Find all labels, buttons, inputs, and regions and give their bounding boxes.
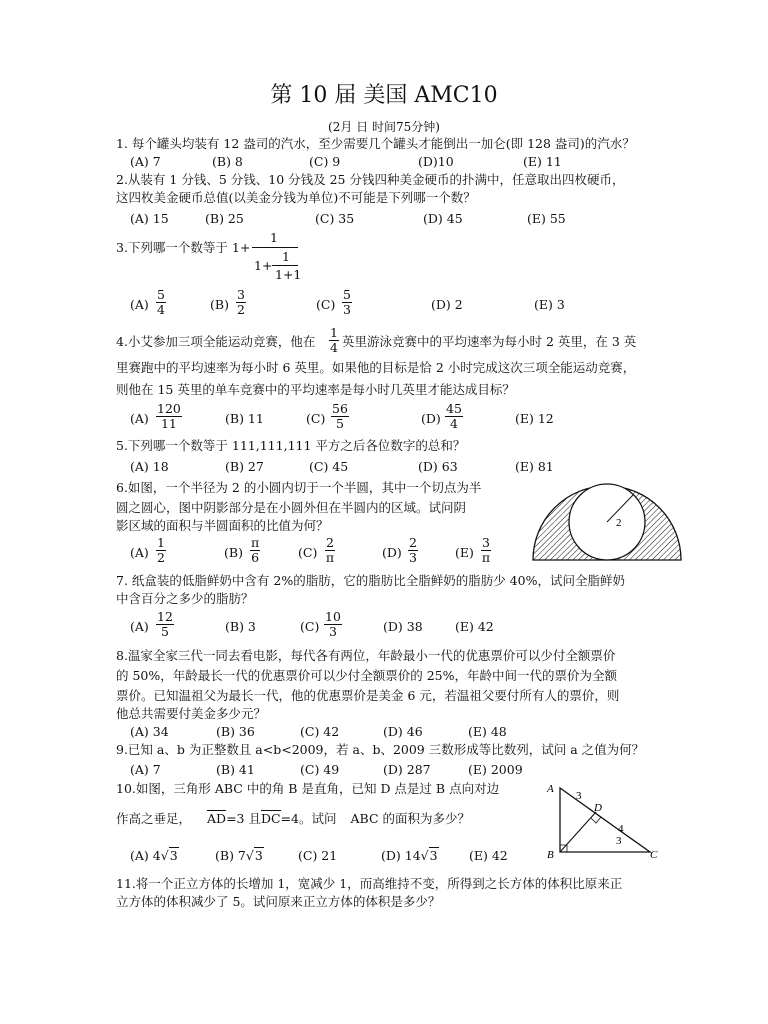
q1-choice-e: (E) 11 (523, 154, 562, 169)
q3-choice-c-label: (C) (316, 297, 336, 312)
q10-triangle (560, 788, 650, 852)
q4-choice-c-frac: $\frac{56}{5}$ (332, 401, 348, 431)
q1-choice-a: (A) 7 (130, 154, 161, 169)
q4-inline-frac: $\frac{1}{4}$ (330, 325, 338, 355)
q7-line2: 中含百分之多少的脂肪？ (116, 591, 254, 606)
q8-choice-e: (E) 48 (468, 724, 507, 739)
q5-choice-a: (A) 18 (130, 459, 169, 474)
page-title: 第 10 届 美国 AMC10 (270, 83, 498, 108)
q2-choice-d: (D) 45 (423, 211, 463, 226)
q3-cf-inner-bottom: 1+1 (275, 267, 302, 282)
q2-choice-a: (A) 15 (130, 211, 169, 226)
q3-text: 3.下列哪一个数等于 1+ (116, 240, 251, 255)
q3-choice-b-label: (B) (210, 297, 229, 312)
q10-triangle-figure (540, 778, 670, 862)
q6-choice-d-frac: $\frac{2}{3}$ (409, 535, 417, 565)
q3-choice-a-frac: $\frac{5}{4}$ (157, 287, 165, 317)
q3-choice-d: (D) 2 (431, 297, 463, 312)
q6-radius-label: 2 (616, 517, 622, 529)
q8-choice-a: (A) 34 (130, 724, 169, 739)
q9-choice-b: (B) 41 (216, 762, 255, 777)
q10-choice-d: (D) 14√3 (381, 848, 438, 863)
q6-choice-b-frac: $\frac{\pi}{6}$ (251, 535, 260, 565)
q5-choice-b: (B) 27 (225, 459, 264, 474)
q2-line2: 这四枚美金硬币总值(以美金分钱为单位)不可能是下列哪一个数？ (116, 190, 476, 205)
q6-line3: 影区域的面积与半圆面积的比值为何？ (116, 518, 329, 533)
q6-choice-a-label: (A) (130, 545, 149, 560)
q3-cf-bar-inner (272, 265, 298, 266)
q10-choice-c: (C) 21 (298, 848, 338, 863)
q4-choice-a-label: (A) (130, 411, 149, 426)
q9-choice-e: (E) 2009 (468, 762, 523, 777)
q1-choice-c: (C) 9 (309, 154, 341, 169)
q10-label-dc: 4 (618, 823, 624, 835)
q7-choice-b: (B) 3 (225, 619, 256, 634)
q4-choice-d-frac: $\frac{45}{4}$ (446, 401, 462, 431)
q3-choice-c-frac: $\frac{5}{3}$ (343, 287, 351, 317)
q7-choice-a-label: (A) (130, 619, 149, 634)
q6-choice-e-frac: $\frac{3}{\pi}$ (481, 535, 491, 565)
q8-line1: 8.温家全家三代一同去看电影，每代各有两位，年龄最小一代的优惠票价可以少付全额票价 (116, 648, 616, 663)
exam-info: (2月 日 时间75分钟) (328, 120, 440, 134)
q3-choice-e: (E) 3 (534, 297, 565, 312)
q9-choice-d: (D) 287 (383, 762, 431, 777)
q1-choice-b: (B) 8 (212, 154, 243, 169)
q5-choice-c: (C) 45 (309, 459, 349, 474)
q8-choice-b: (B) 36 (216, 724, 255, 739)
q4-choice-e: (E) 12 (515, 411, 554, 426)
q4-line3: 则他在 15 英里的单车竞赛中的平均速率是每小时几英里才能达成目标？ (116, 382, 515, 397)
q6-choice-a-frac: $\frac{1}{2}$ (157, 535, 165, 565)
q6-choice-c-frac: $\frac{2}{\pi}$ (325, 535, 335, 565)
q7-choice-a-frac: $\frac{12}{5}$ (157, 609, 173, 639)
q6-choice-d-label: (D) (382, 545, 402, 560)
q10-choice-e: (E) 42 (469, 848, 508, 863)
q2-choice-b: (B) 25 (205, 211, 244, 226)
q4-choice-a-frac: $\frac{120}{11}$ (157, 401, 181, 431)
q9-choice-a: (A) 7 (130, 762, 161, 777)
q3-choice-b-frac: $\frac{3}{2}$ (237, 287, 245, 317)
q6-choice-c-label: (C) (298, 545, 318, 560)
q4-line2: 里赛跑中的平均速率为每小时 6 英里。如果他的目标是恰 2 小时完成这次三项全能运动竞赛， (116, 360, 636, 375)
q7-choice-d: (D) 38 (383, 619, 423, 634)
q7-choice-c-label: (C) (300, 619, 320, 634)
q6-line2: 圆之圆心，图中阴影部分是在小圆外但在半圆内的区域。试问阴 (116, 500, 467, 515)
q10-label-c: C (650, 849, 658, 861)
q10-label-mid: 3 (616, 835, 622, 847)
q10-line2: 作高之垂足， AD=3 且DC=4。试问 ABC 的面积为多少？ (116, 811, 470, 826)
q4-line1-pre: 4.小艾参加三项全能运动竞赛，他在 (116, 334, 316, 349)
q3-cf-bar-outer (252, 247, 298, 248)
q4-choice-c-label: (C) (306, 411, 326, 426)
q8-line4: 他总共需要付美金多少元？ (116, 706, 267, 721)
q5-text: 5.下列哪一个数等于 111,111,111 平方之后各位数字的总和？ (116, 438, 466, 453)
q10-label-ad: 3 (576, 790, 582, 802)
q3-cf-top: 1 (270, 230, 278, 245)
q4-choice-b: (B) 11 (225, 411, 264, 426)
q7-choice-c-frac: $\frac{10}{3}$ (325, 609, 341, 639)
q3-cf-inner-top: 1 (282, 249, 290, 264)
q3-choice-a-label: (A) (130, 297, 149, 312)
q11-line2: 立方体的体积减少了 5。试问原来正立方体的体积是多少？ (116, 894, 441, 909)
q2-line1: 2.从装有 1 分钱、5 分钱、10 分钱及 25 分钱四种美金硬币的扑满中，任意取出四枚硬币， (116, 172, 625, 187)
q6-line1: 6.如图，一个半径为 2 的小圆内切于一个半圆，其中一个切点为半 (116, 480, 482, 495)
q8-line3: 票价。已知温祖父为最长一代，他的优惠票价是美金 6 元，若温祖父要付所有人的票价，则 (116, 688, 620, 703)
q5-choice-e: (E) 81 (515, 459, 554, 474)
q4-line1-post: 英里游泳竞赛中的平均速率为每小时 2 英里，在 3 英 (342, 334, 637, 349)
q8-choice-c: (C) 42 (300, 724, 340, 739)
q10-choice-a: (A) 4√3 (130, 848, 178, 863)
q10-line1: 10.如图，三角形 ABC 中的角 B 是直角，已知 D 点是过 B 点向对边 (116, 781, 500, 796)
q8-choice-d: (D) 46 (383, 724, 423, 739)
q9-choice-c: (C) 49 (300, 762, 340, 777)
q6-choice-b-label: (B) (224, 545, 243, 560)
q10-right-angle-d (591, 817, 601, 823)
q11-line1: 11.将一个正立方体的长增加 1，宽减少 1，而高维持不变，所得到之长方体的体积比原来正 (116, 876, 623, 891)
q9-text: 9.已知 a、b 为正整数且 a<b<2009，若 a、b、2009 三数形成等比数列，试问 a 之值为何？ (116, 742, 645, 757)
q10-label-d: D (594, 802, 602, 814)
q10-label-a: A (547, 783, 554, 795)
q2-choice-e: (E) 55 (527, 211, 566, 226)
q2-choice-c: (C) 35 (315, 211, 355, 226)
q10-choice-b: (B) 7√3 (215, 848, 263, 863)
q5-choice-d: (D) 63 (418, 459, 458, 474)
q1-choice-d: (D)10 (418, 154, 454, 169)
q7-choice-e: (E) 42 (455, 619, 494, 634)
q8-line2: 的 50%，年龄最长一代的优惠票价可以少付全额票价的 25%，年龄中间一代的票价为全额 (116, 668, 618, 683)
q1-text: 1. 每个罐头均装有 12 盎司的汽水，至少需要几个罐头才能倒出一加仑(即 128 盎司)的汽水？ (116, 136, 635, 151)
q7-line1: 7. 纸盒装的低脂鲜奶中含有 2%的脂肪，它的脂肪比全脂鲜奶的脂肪少 40%，试问全脂鲜奶 (116, 573, 625, 588)
q3-cf-oneplus: 1+ (254, 258, 273, 273)
q6-choice-e-label: (E) (455, 545, 474, 560)
q6-semicircle-figure (530, 478, 684, 566)
q10-altitude (560, 812, 596, 852)
q4-choice-d-label: (D) (421, 411, 441, 426)
q10-label-b: B (547, 849, 554, 861)
